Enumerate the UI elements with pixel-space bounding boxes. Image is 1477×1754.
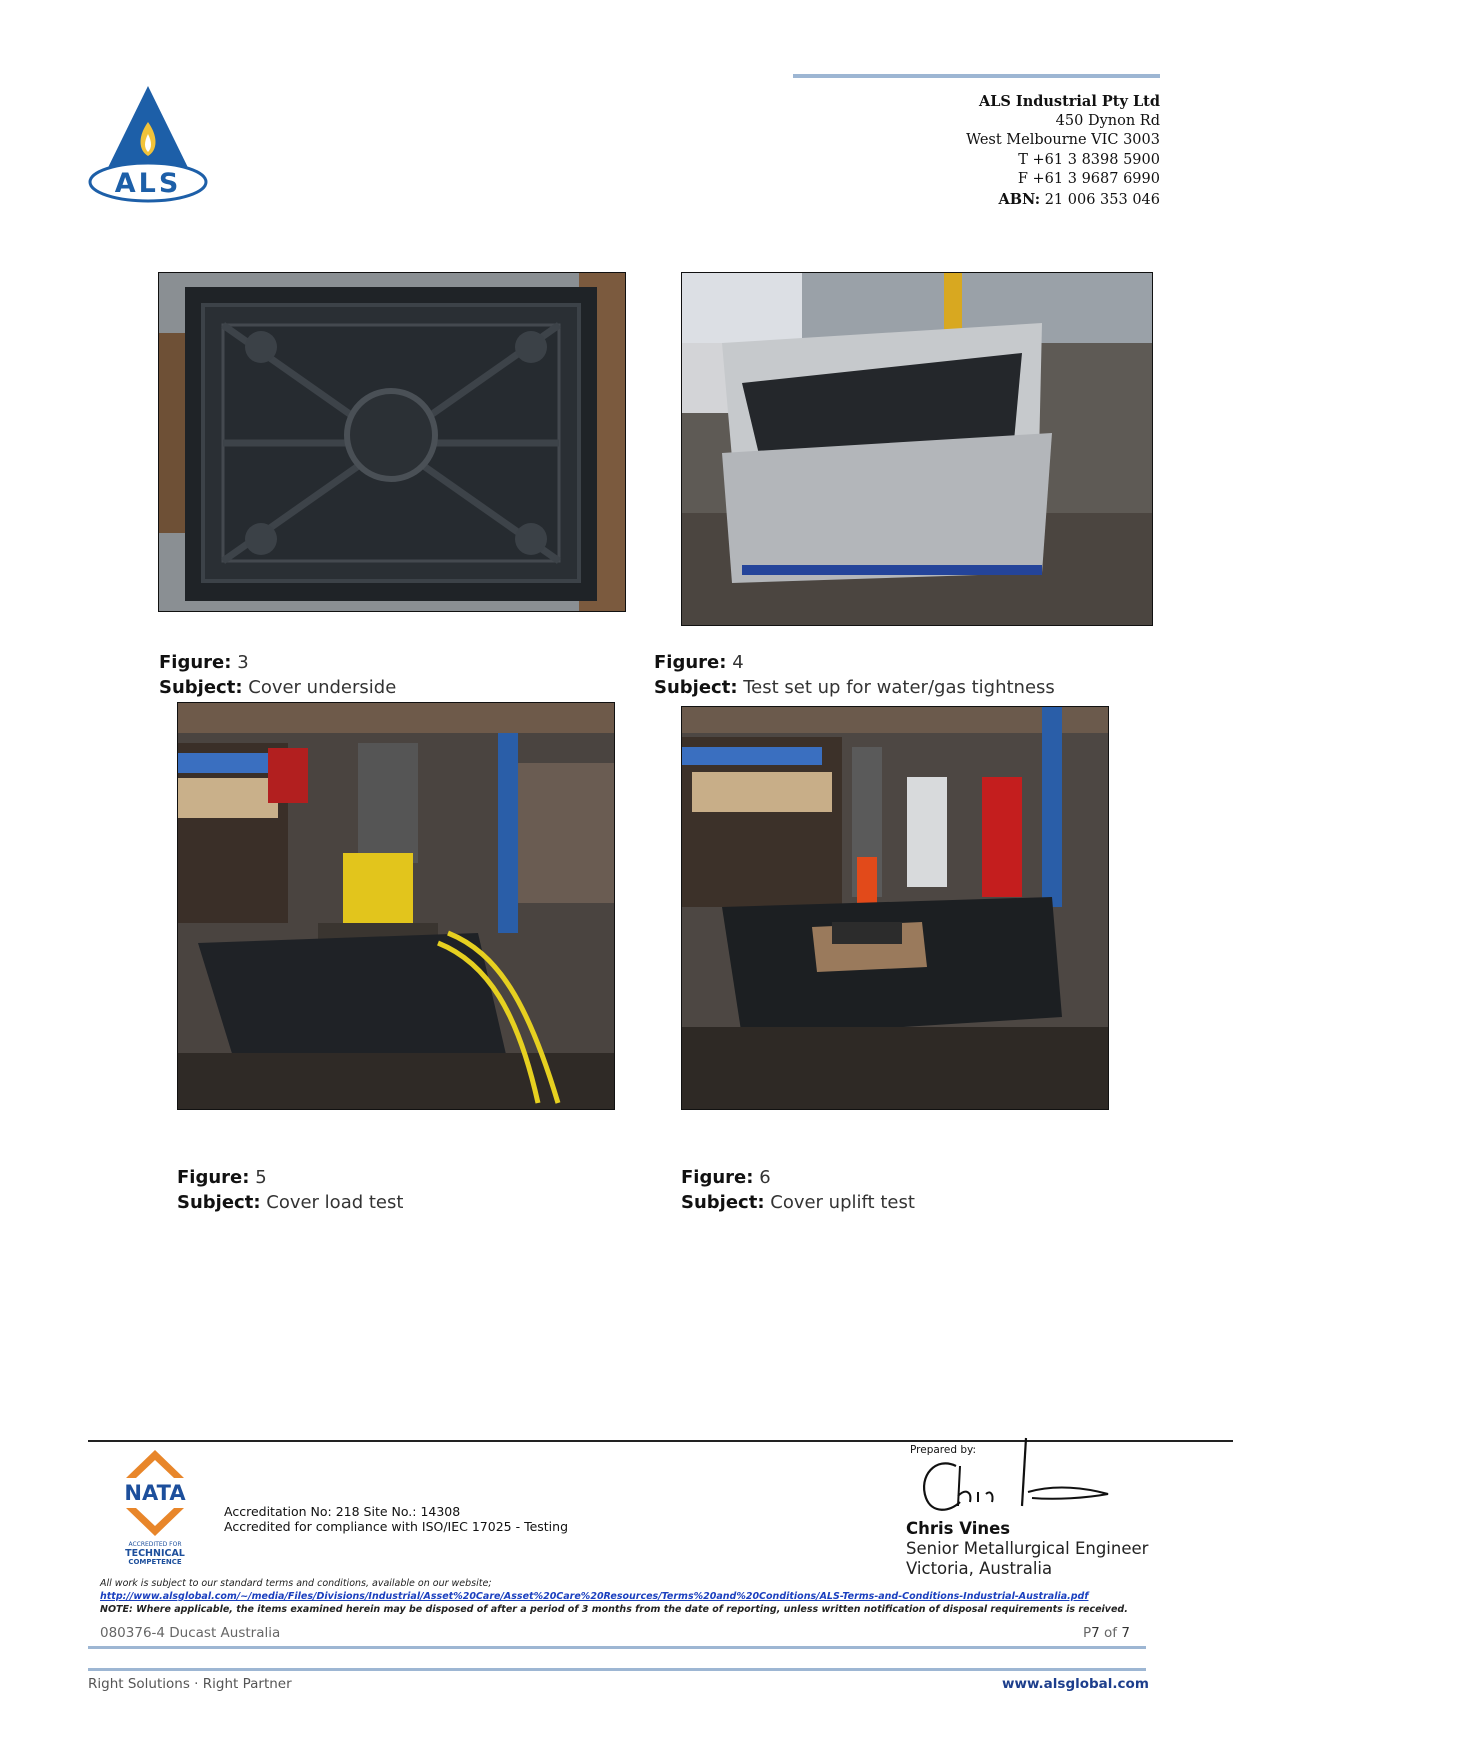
company-name: ALS Industrial Pty Ltd [978,93,1160,110]
footer-blue-rule-bottom [88,1668,1146,1671]
figure-6-label: Figure: [681,1167,754,1188]
terms-link[interactable]: http://www.alsglobal.com/~/media/Files/Divisions/Industrial/Asset%20Care/Asset%20Care%20Resources/Terms%20and%20Conditions/ALS-Terms-and-Conditions-Industrial-Australia.pdf [100,1591,1089,1602]
figure-5-label: Figure: [177,1167,250,1188]
signer-name: Chris Vines [906,1519,1011,1538]
figure-6-number: 6 [759,1167,771,1188]
terms-line: All work is subject to our standard terms and conditions, available on our website; [100,1578,492,1589]
signature [916,1436,1116,1522]
nata-logo-line-1: ACCREDITED FOR [128,1541,182,1548]
document-reference: 080376-4 Ducast Australia [100,1625,281,1641]
nata-logo-name: NATA [124,1481,186,1505]
figure-6-subject: Cover uplift test [770,1192,915,1213]
page-total: 7 [1121,1625,1130,1641]
figure-6-caption [681,1165,915,1215]
nata-logo-line-3: COMPETENCE [128,1558,182,1566]
figure-6-photo [681,706,1109,1110]
figure-4-number: 4 [732,652,744,673]
footer-blue-rule-top [88,1646,1146,1649]
figure-6-subject-label: Subject: [681,1192,765,1213]
accreditation-number: Accreditation No: 218 Site No.: 14308 [224,1504,461,1519]
street-address: 450 Dynon Rd [1055,112,1160,129]
figure-5-caption [177,1165,403,1215]
phone-number: T +61 3 8398 5900 [1018,151,1160,168]
als-logo [86,84,210,204]
terms-block [100,1577,1128,1616]
nata-logo [116,1448,194,1566]
prepared-by-label: Prepared by: [910,1444,976,1456]
nata-logo-line-2: TECHNICAL [125,1548,185,1559]
header-rule [793,74,1160,78]
page-of: of [1104,1625,1118,1641]
figure-4-photo [681,272,1153,626]
als-logo-text: ALS [114,168,182,199]
figure-4-subject-label: Subject: [654,677,738,698]
tagline: Right Solutions · Right Partner [88,1676,292,1692]
figure-3-caption [159,650,396,700]
city-address: West Melbourne VIC 3003 [966,132,1160,148]
signer-location: Victoria, Australia [906,1559,1053,1578]
figure-3-subject: Cover underside [248,677,397,698]
figure-5-subject-label: Subject: [177,1192,261,1213]
fax-number: F +61 3 9687 6990 [1017,171,1160,187]
figure-4-subject: Test set up for water/gas tightness [743,677,1055,698]
page-prefix: P [1083,1625,1092,1641]
website-link[interactable]: www.alsglobal.com [1002,1676,1149,1692]
signer-block [906,1519,1148,1579]
abn-line [966,190,1160,211]
accreditation-scope: Accredited for compliance with ISO/IEC 17025 - Testing [224,1519,569,1534]
abn-value: 21 006 353 046 [1044,191,1160,208]
figure-3-number: 3 [237,652,249,673]
abn-label: ABN: [998,190,1041,208]
figure-4-label: Figure: [654,652,727,673]
page-current: 7 [1091,1625,1100,1641]
figure-5-number: 5 [255,1167,267,1188]
figure-3-label: Figure: [159,652,232,673]
figure-5-subject: Cover load test [266,1192,404,1213]
accreditation-block [224,1504,568,1534]
page-number [1083,1625,1130,1641]
figure-4-caption [654,650,1055,700]
signer-title: Senior Metallurgical Engineer [906,1539,1149,1558]
figure-3-subject-label: Subject: [159,677,243,698]
disposal-note: NOTE: Where applicable, the items examined herein may be disposed of after a period of 3 months from the date of reporting, unless written notification of disposal requirements is received. [100,1604,1128,1615]
figure-5-photo [177,702,615,1110]
figure-3-photo [158,272,626,612]
company-address [966,92,1160,210]
